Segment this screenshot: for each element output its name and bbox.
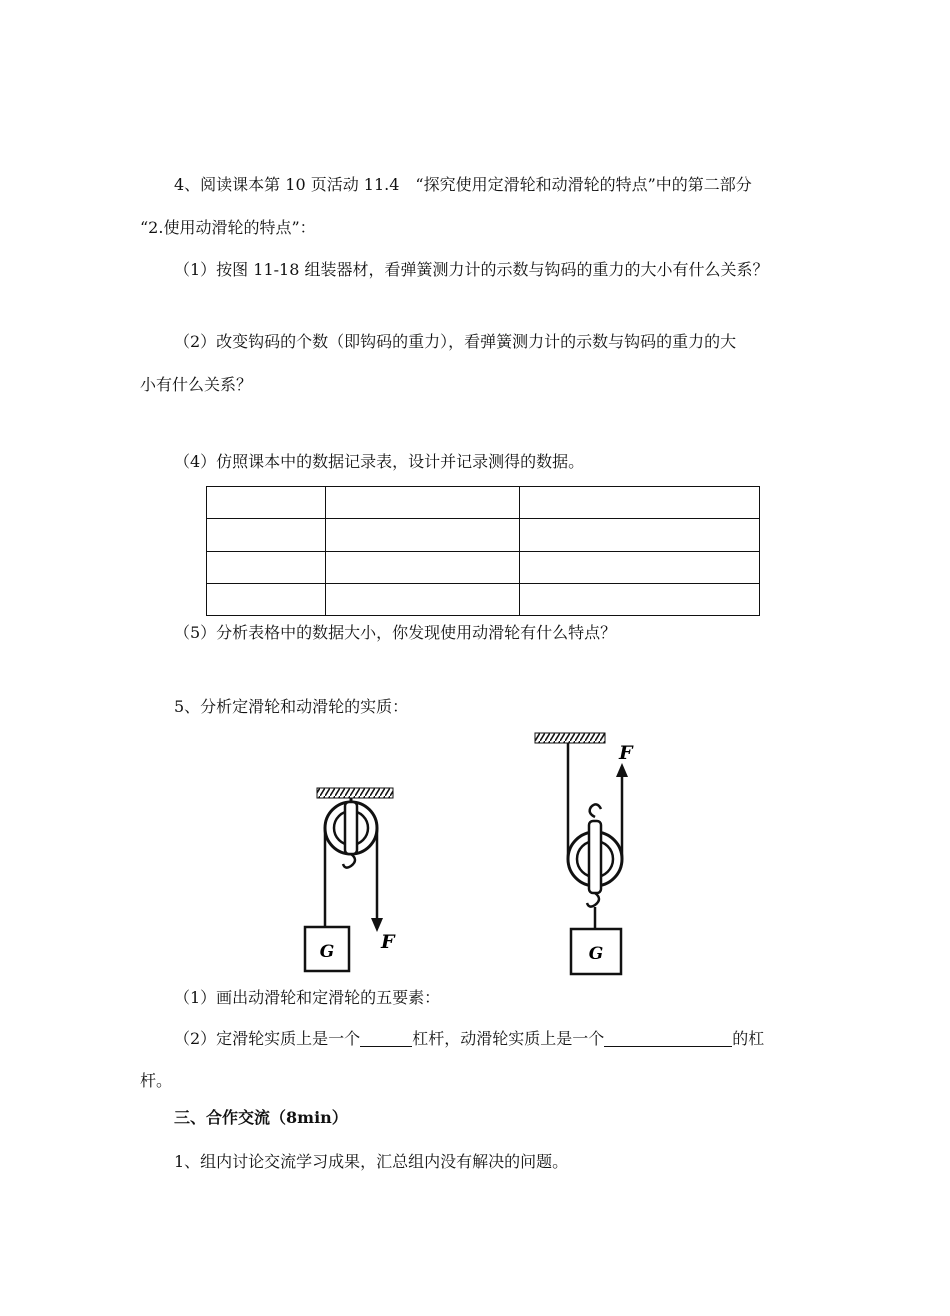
movable-pulley-weight-block [571,929,621,974]
table-cell [520,519,760,551]
table-row [207,487,760,519]
table-row [207,551,760,583]
table-cell [326,519,520,551]
section3-heading: 三、合作交流（8min） [174,1108,348,1127]
q5-item1: （1）画出动滑轮和定滑轮的五要素： [174,988,441,1007]
movable-pulley-diagram [525,725,660,980]
q4-step2-line2: 小有什么关系？ [140,375,253,394]
table-cell [326,487,520,519]
fixed-pulley-weight-block [305,927,349,971]
table-cell [207,487,326,519]
q4-intro-line1: 4、阅读课本第 10 页活动 11.4 “探究使用定滑轮和动滑轮的特点”中的第二部分 [174,175,752,194]
q5-item2-part-b: 杠杆，动滑轮实质上是一个 [412,1029,605,1048]
q5-item2-part-a: （2）定滑轮实质上是一个 [174,1029,361,1048]
fixed-pulley-force-label: F [381,931,395,953]
q4-intro-line2: “2.使用动滑轮的特点”： [140,218,316,237]
q5-item2 [174,1029,764,1049]
fixed-pulley-diagram [295,780,425,980]
table-cell [207,551,326,583]
q5-item2-part-c: 的杠 [732,1029,765,1048]
movable-pulley-weight-label: G [588,944,604,964]
table-cell [207,519,326,551]
fill-blank-movable[interactable] [604,1030,732,1047]
section3-item1: 1、组内讨论交流学习成果，汇总组内没有解决的问题。 [174,1152,569,1171]
table-row [207,519,760,551]
fixed-pulley-weight-label: G [319,942,335,962]
table-cell [326,551,520,583]
q4-step2-line1: （2）改变钩码的个数（即钩码的重力），看弹簧测力计的示数与钩码的重力的大 [174,332,737,351]
table-cell [207,583,326,615]
table-cell [520,583,760,615]
table-cell [520,551,760,583]
table-row [207,583,760,615]
data-record-table [206,486,760,616]
q4-step1: （1）按图 11-18 组装器材，看弹簧测力计的示数与钩码的重力的大小有什么关系？ [174,260,769,279]
table-cell [520,487,760,519]
table-cell [326,583,520,615]
fill-blank-fixed[interactable] [360,1030,412,1047]
q4-step5: （5）分析表格中的数据大小，你发现使用动滑轮有什么特点？ [174,623,617,642]
movable-pulley-force-label: F [619,742,633,764]
q5-title: 5、分析定滑轮和动滑轮的实质： [174,697,409,716]
q4-step4: （4）仿照课本中的数据记录表，设计并记录测得的数据。 [174,452,585,471]
q5-item2-line2: 杆。 [140,1071,173,1090]
